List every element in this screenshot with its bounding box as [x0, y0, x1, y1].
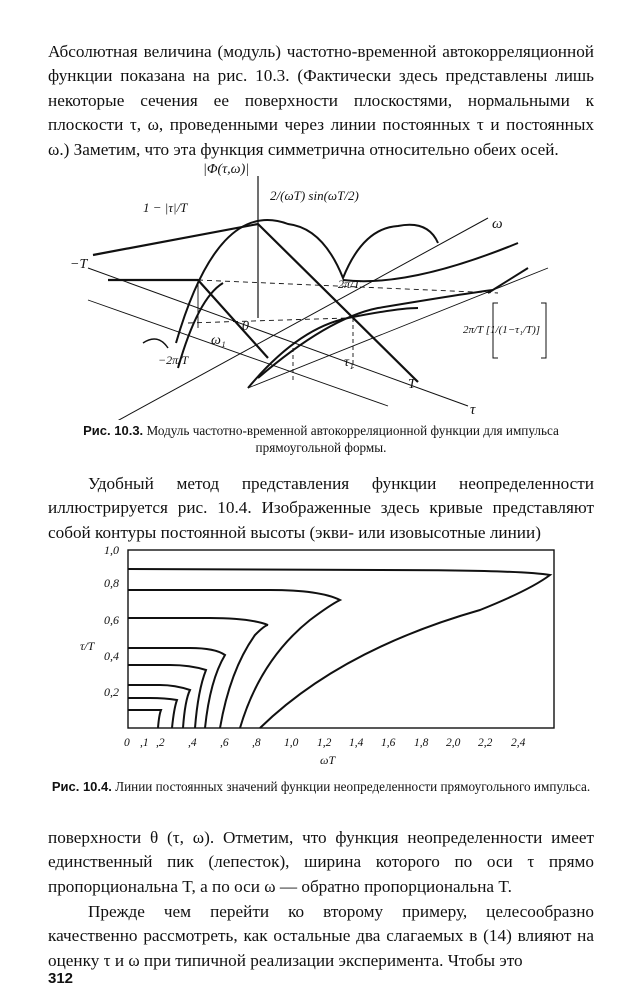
omega-axis	[108, 218, 488, 420]
omega-1-label: ω₁	[211, 333, 226, 348]
x-tick-02: ,2	[156, 737, 165, 749]
tau-1-label: τ₁	[344, 355, 354, 370]
two-pi-T-label: 2π/T	[338, 277, 361, 291]
triangle-curve	[93, 224, 418, 382]
x-axis-label: ωT	[320, 753, 336, 767]
sinc-label: 2/(ωT) sin(ωT/2)	[270, 188, 359, 203]
y-tick-04: 0,4	[104, 649, 119, 663]
triangle-label: 1 − |τ|/T	[143, 200, 188, 215]
figure-10-4-caption-text: Линии постоянных значений функции неопределенности прямоугольного импульса.	[115, 779, 591, 794]
figure-10-3	[48, 158, 608, 420]
T-label: T	[408, 377, 416, 392]
figure-10-3-caption-label: Рис. 10.3.	[83, 423, 144, 438]
page-number: 312	[48, 970, 74, 987]
minus-two-pi-T-label: −2π/T	[158, 353, 189, 367]
x-tick-12: 1,2	[317, 737, 332, 749]
figure-10-4-caption-label: Рис. 10.4.	[51, 779, 112, 794]
contour-02	[128, 590, 340, 728]
y-tick-06: 0,6	[104, 613, 119, 627]
z-axis-label: |Φ(τ,ω)|	[203, 162, 250, 177]
y-tick-10: 1,0	[104, 543, 119, 557]
tau-label: τ	[470, 402, 476, 418]
contour-03	[128, 618, 268, 728]
paragraph-next: Прежде чем перейти ко второму примеру, целесообразно качественно рассмотреть, как остальные два слагаемых в (14) влияют на оценку τ и ω при типичной реализации эксперимента. Чтобы это	[48, 902, 594, 970]
contour-04	[128, 648, 225, 728]
x-tick-04: ,4	[188, 737, 197, 749]
x-tick-24: 2,4	[511, 737, 526, 749]
sinc-curve	[176, 220, 438, 343]
omega-label: ω	[492, 216, 503, 232]
paragraph-method: Удобный метод представления функции неопределенности иллюстрируется рис. 10.4. Изображенные здесь кривые представляют собой контуры постоянной высоты (экви- или изовысотные линии)	[48, 474, 594, 542]
paragraph-intro: Абсолютная величина (модуль) частотно-временной автокорреляционной функции показана на рис. 10.3. (Фактически здесь представлены лишь некоторые сечения ее поверхности плоскостями, нормальными к плоскости τ, ω, проведенными через линии постоянных τ и постоянных ω.) Заметим, что эта функция симметрична относительно обеих осей.	[48, 42, 594, 159]
y-tick-08: 0,8	[104, 576, 119, 590]
minus-T-label: −T	[70, 257, 88, 272]
x-tick-08: ,8	[252, 737, 261, 749]
figure-10-4	[80, 540, 570, 770]
x-tick-20: 2,0	[446, 737, 461, 749]
contour-05	[128, 665, 206, 728]
origin-label: 0	[242, 319, 249, 334]
contour-09	[128, 710, 161, 728]
x-tick-14: 1,4	[349, 737, 364, 749]
x-tick-0: 0	[124, 737, 130, 749]
plot-frame	[128, 550, 554, 728]
figure-10-4-caption	[48, 778, 594, 795]
x-tick-16: 1,6	[381, 737, 396, 749]
x-tick-18: 1,8	[414, 737, 429, 749]
y-tick-02: 0,2	[104, 685, 119, 699]
figure-10-3-caption	[48, 422, 594, 456]
paragraph-surface: поверхности θ (τ, ω). Отметим, что функция неопределенности имеет единственный пик (лепесток), ширина которого по оси τ прямо пропорциональна T, а по оси ω — обратно пропорциональна T.	[48, 828, 594, 896]
x-tick-22: 2,2	[478, 737, 493, 749]
contour-08	[128, 698, 177, 728]
x-tick-01: ,1	[140, 737, 149, 749]
bracket-label: 2π/T [1/(1−τ₁/T)]	[463, 324, 541, 336]
figure-10-3-caption-text: Модуль частотно-временной автокорреляционной функции для импульса прямоугольной формы.	[146, 423, 559, 455]
y-axis-label: τ/T	[80, 639, 95, 653]
x-tick-10: 1,0	[284, 737, 299, 749]
x-tick-06: ,6	[220, 737, 229, 749]
